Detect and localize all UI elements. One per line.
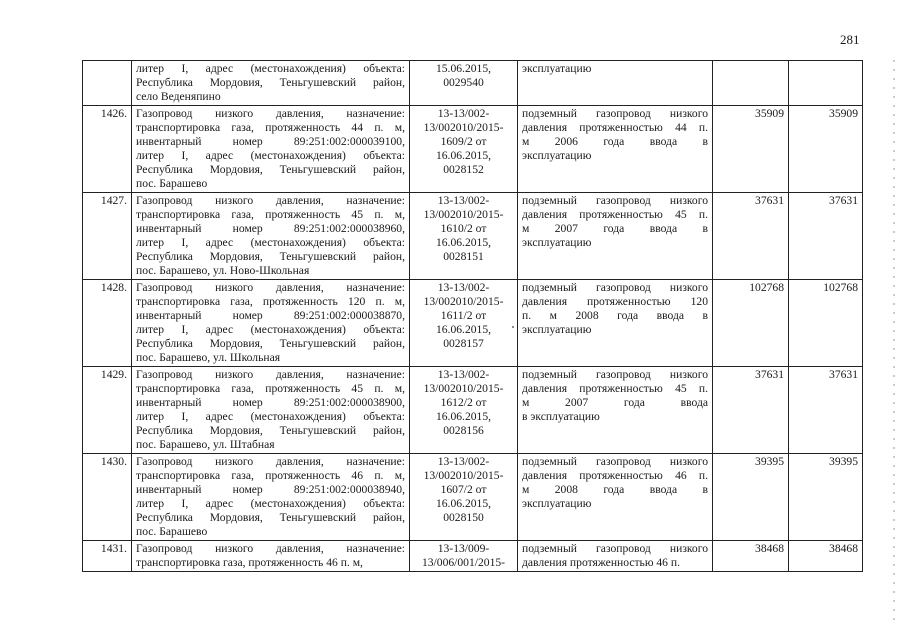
- scan-edge-marks: [893, 60, 895, 620]
- cell-line: эксплуатацию: [522, 149, 592, 162]
- cell-line: 13-13/002-: [437, 107, 490, 120]
- cell-line: транспортировка газа, протяженность 45 п. м,: [136, 382, 405, 395]
- cell-line: 13/002010/2015-: [423, 121, 504, 134]
- register-body: [83, 61, 863, 572]
- row-number-cell: 1429.: [83, 367, 132, 454]
- cell-line: эксплуатацию: [522, 236, 592, 249]
- cell-line: 1612/2 от: [440, 396, 487, 409]
- object-description-cell: [132, 193, 410, 280]
- table-row: [83, 454, 863, 541]
- cell-line: Республика Мордовия, Теньгушевский район,: [136, 511, 405, 524]
- cell-line: Республика Мордовия, Теньгушевский район,: [136, 424, 405, 437]
- characteristics-cell: [518, 193, 713, 280]
- cell-line: пос. Барашево: [136, 177, 208, 190]
- cell-line: Республика Мордовия, Теньгушевский район,: [136, 76, 405, 89]
- cell-line: инвентарный номер 89:251:002:000038870,: [136, 309, 405, 322]
- registration-cell: [410, 454, 518, 541]
- value-cell-2: 38468: [789, 541, 863, 572]
- cell-line: подземный газопровод низкого: [522, 107, 708, 120]
- cell-line: 0028157: [443, 337, 484, 350]
- cell-line: литер I, адрес (местонахождения) объекта:: [136, 323, 405, 336]
- cell-line: транспортировка газа, протяженность 44 п. м,: [136, 121, 405, 134]
- value-cell-1: 102768: [713, 280, 789, 367]
- cell-line: 13/006/001/2015-: [421, 556, 506, 569]
- cell-line: 16.06.2015,: [435, 497, 492, 510]
- object-description-cell: [132, 541, 410, 572]
- registration-cell: [410, 106, 518, 193]
- cell-line: инвентарный номер 89:251:002:000038900,: [136, 396, 405, 409]
- cell-line: 1611/2 от: [440, 309, 487, 322]
- cell-line: литер I, адрес (местонахождения) объекта:: [136, 149, 405, 162]
- characteristics-cell: [518, 367, 713, 454]
- cell-line: Республика Мордовия, Теньгушевский район,: [136, 163, 405, 176]
- cell-line: Газопровод низкого давления, назначение:: [136, 368, 405, 381]
- value-cell-1: [713, 61, 789, 106]
- object-description-cell: [132, 367, 410, 454]
- cell-line: 13-13/009-: [437, 542, 490, 555]
- cell-line: транспортировка газа, протяженность 46 п. м,: [136, 556, 363, 569]
- value-cell-2: 37631: [789, 193, 863, 280]
- value-cell-2: 39395: [789, 454, 863, 541]
- cell-line: эксплуатацию: [522, 62, 592, 75]
- scan-speck: [512, 326, 514, 328]
- row-number-cell: 1430.: [83, 454, 132, 541]
- value-cell-1: 37631: [713, 193, 789, 280]
- cell-line: подземный газопровод низкого: [522, 368, 708, 381]
- cell-line: инвентарный номер 89:251:002:000038940,: [136, 483, 405, 496]
- cell-line: 0029540: [443, 76, 484, 89]
- cell-line: 0028150: [443, 511, 484, 524]
- cell-line: подземный газопровод низкого: [522, 455, 708, 468]
- value-cell-2: [789, 61, 863, 106]
- cell-line: 13/002010/2015-: [423, 295, 504, 308]
- cell-line: 16.06.2015,: [435, 323, 492, 336]
- cell-line: давления протяженностью 46 п.: [522, 469, 708, 482]
- cell-line: 0028151: [443, 250, 484, 263]
- cell-line: в эксплуатацию: [522, 410, 600, 423]
- cell-line: литер I, адрес (местонахождения) объекта:: [136, 497, 405, 510]
- cell-line: пос. Барашево: [136, 525, 208, 538]
- cell-line: м 2007 года ввода: [522, 396, 708, 409]
- cell-line: м 2008 года ввода в: [522, 483, 708, 496]
- value-cell-1: 37631: [713, 367, 789, 454]
- cell-line: транспортировка газа, протяженность 46 п. м,: [136, 469, 405, 482]
- table-row: [83, 280, 863, 367]
- table-row: [83, 367, 863, 454]
- table-row: [83, 61, 863, 106]
- cell-line: 13-13/002-: [437, 281, 490, 294]
- value-cell-1: 35909: [713, 106, 789, 193]
- cell-line: 0028156: [443, 424, 484, 437]
- object-description-cell: [132, 454, 410, 541]
- cell-line: давления протяженностью 45 п.: [522, 208, 708, 221]
- registration-cell: [410, 193, 518, 280]
- characteristics-cell: [518, 61, 713, 106]
- row-number-cell: 1426.: [83, 106, 132, 193]
- cell-line: подземный газопровод низкого: [522, 281, 708, 294]
- cell-line: подземный газопровод низкого: [522, 194, 708, 207]
- cell-line: транспортировка газа, протяженность 45 п. м,: [136, 208, 405, 221]
- cell-line: пос. Барашево, ул. Ново-Школьная: [136, 264, 310, 277]
- cell-line: Республика Мордовия, Теньгушевский район,: [136, 250, 405, 263]
- value-cell-2: 35909: [789, 106, 863, 193]
- characteristics-cell: [518, 454, 713, 541]
- value-cell-2: 37631: [789, 367, 863, 454]
- cell-line: 16.06.2015,: [435, 410, 492, 423]
- cell-line: давления протяженностью 44 п.: [522, 121, 708, 134]
- table-row: [83, 541, 863, 572]
- table-row: [83, 106, 863, 193]
- cell-line: м 2007 года ввода в: [522, 222, 708, 235]
- cell-line: м 2006 года ввода в: [522, 135, 708, 148]
- value-cell-1: 38468: [713, 541, 789, 572]
- cell-line: 16.06.2015,: [435, 236, 492, 249]
- row-number-cell: 1431.: [83, 541, 132, 572]
- cell-line: пос. Барашево, ул. Штабная: [136, 438, 275, 451]
- registration-cell: [410, 541, 518, 572]
- cell-line: инвентарный номер 89:251:002:000038960,: [136, 222, 405, 235]
- cell-line: Газопровод низкого давления, назначение:: [136, 455, 405, 468]
- page-number: 281: [840, 32, 860, 47]
- object-description-cell: [132, 280, 410, 367]
- row-number-cell: 1427.: [83, 193, 132, 280]
- cell-line: п. м 2008 года ввода в: [522, 309, 708, 322]
- value-cell-1: 39395: [713, 454, 789, 541]
- cell-line: пос. Барашево, ул. Школьная: [136, 351, 281, 364]
- cell-line: инвентарный номер 89:251:002:000039100,: [136, 135, 405, 148]
- registration-cell: [410, 367, 518, 454]
- cell-line: 0028152: [443, 163, 484, 176]
- row-number-cell: [83, 61, 132, 106]
- cell-line: 13/002010/2015-: [423, 469, 504, 482]
- row-number-cell: 1428.: [83, 280, 132, 367]
- cell-line: транспортировка газа, протяженность 120 п. м,: [136, 295, 405, 308]
- cell-line: 13/002010/2015-: [423, 382, 504, 395]
- table-row: [83, 193, 863, 280]
- cell-line: литер I, адрес (местонахождения) объекта:: [136, 410, 405, 423]
- cell-line: 13-13/002-: [437, 368, 490, 381]
- register-table: [82, 60, 863, 572]
- characteristics-cell: [518, 280, 713, 367]
- characteristics-cell: [518, 106, 713, 193]
- cell-line: Газопровод низкого давления, назначение:: [136, 542, 405, 555]
- cell-line: 1607/2 от: [440, 483, 487, 496]
- cell-line: литер I, адрес (местонахождения) объекта:: [136, 62, 405, 75]
- object-description-cell: [132, 61, 410, 106]
- value-cell-2: 102768: [789, 280, 863, 367]
- cell-line: эксплуатацию: [522, 497, 592, 510]
- cell-line: 16.06.2015,: [435, 149, 492, 162]
- registration-cell: [410, 280, 518, 367]
- cell-line: село Веденяпино: [136, 90, 221, 103]
- cell-line: давления протяженностью 45 п.: [522, 382, 708, 395]
- cell-line: Газопровод низкого давления, назначение:: [136, 107, 405, 120]
- cell-line: Республика Мордовия, Теньгушевский район,: [136, 337, 405, 350]
- registration-cell: [410, 61, 518, 106]
- cell-line: 13-13/002-: [437, 455, 490, 468]
- cell-line: подземный газопровод низкого: [522, 542, 708, 555]
- cell-line: эксплуатацию: [522, 323, 592, 336]
- cell-line: 13-13/002-: [437, 194, 490, 207]
- characteristics-cell: [518, 541, 713, 572]
- cell-line: 1610/2 от: [440, 222, 487, 235]
- object-description-cell: [132, 106, 410, 193]
- cell-line: Газопровод низкого давления, назначение:: [136, 281, 405, 294]
- cell-line: 13/002010/2015-: [423, 208, 504, 221]
- cell-line: 1609/2 от: [440, 135, 487, 148]
- cell-line: 15.06.2015,: [435, 62, 492, 75]
- cell-line: давления протяженностью 120: [522, 295, 708, 308]
- cell-line: Газопровод низкого давления, назначение:: [136, 194, 405, 207]
- cell-line: литер I, адрес (местонахождения) объекта:: [136, 236, 405, 249]
- cell-line: давления протяженностью 46 п.: [522, 556, 680, 569]
